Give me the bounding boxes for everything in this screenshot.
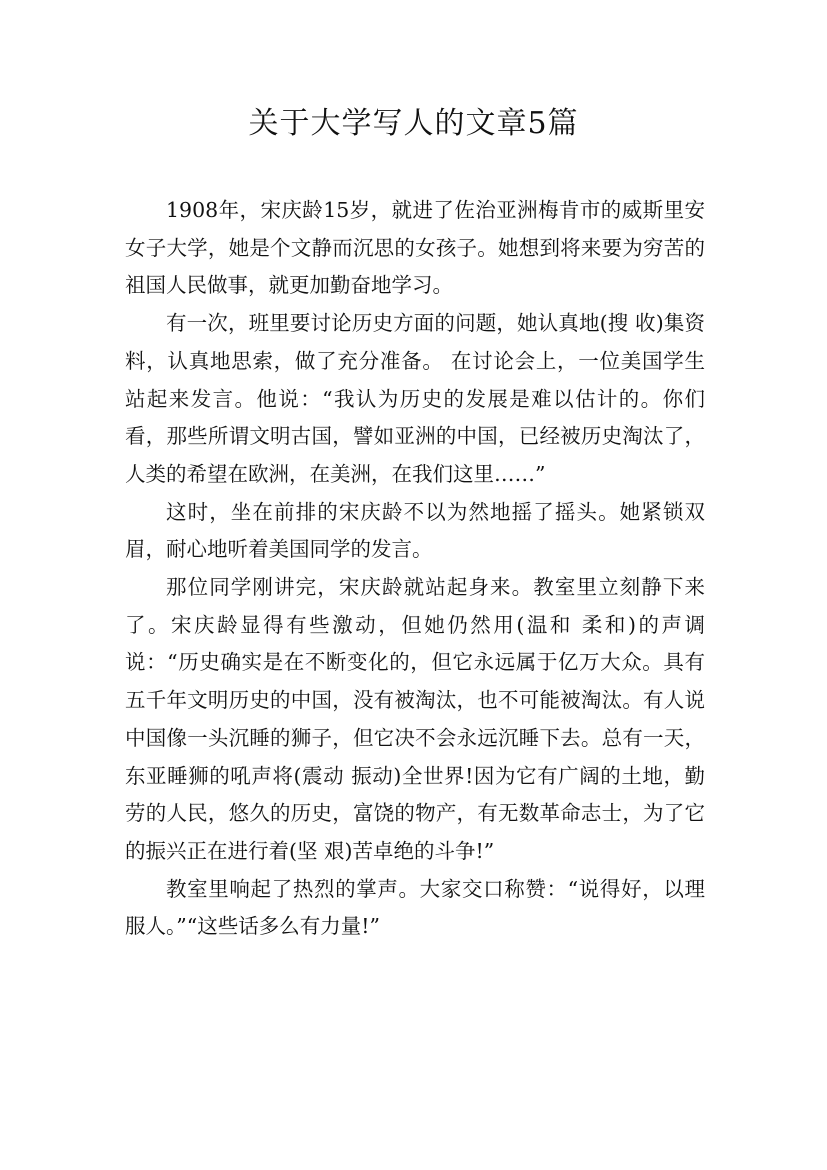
paragraph-1: 1908年，宋庆龄15岁，就进了佐治亚洲梅肯市的威斯里安女子大学，她是个文静而沉思的女孩子。她想到将来要为穷苦的祖国人民做事，就更加勤奋地学习。 (125, 198, 705, 298)
document-body (125, 192, 705, 946)
paragraph-2: 有一次，班里要讨论历史方面的问题，她认真地(搜 收)集资料，认真地思索，做了充分准备。 在讨论会上，一位美国学生站起来发言。他说：“我认为历史的发展是难以估计的。你们看，那些所谓文明古国，譬如亚洲的中国，已经被历史淘汰了，人类的希望在欧洲，在美洲，在我们这里……” (125, 311, 705, 486)
paragraph-4: 那位同学刚讲完，宋庆龄就站起身来。教室里立刻静下来了。宋庆龄显得有些激动，但她仍然用(温和 柔和)的声调说：“历史确实是在不断变化的，但它永远属于亿万大众。具有五千年文明历史的中国，没有被淘汰，也不可能被淘汰。有人说中国像一头沉睡的狮子，但它决不会永远沉睡下去。总有一天，东亚睡狮的吼声将(震动 振动)全世界!因为它有广阔的土地，勤劳的人民，悠久的历史，富饶的物产，有无数革命志士，为了它的振兴正在进行着(坚 艰)苦卓绝的斗争!” (125, 575, 705, 863)
paragraph-3: 这时，坐在前排的宋庆龄不以为然地摇了摇头。她紧锁双眉，耐心地听着美国同学的发言。 (125, 499, 705, 562)
paragraph-5: 教室里响起了热烈的掌声。大家交口称赞：“说得好，以理服人。”“这些话多么有力量!” (125, 876, 705, 939)
document-title: 关于大学写人的文章5篇 (248, 106, 579, 141)
